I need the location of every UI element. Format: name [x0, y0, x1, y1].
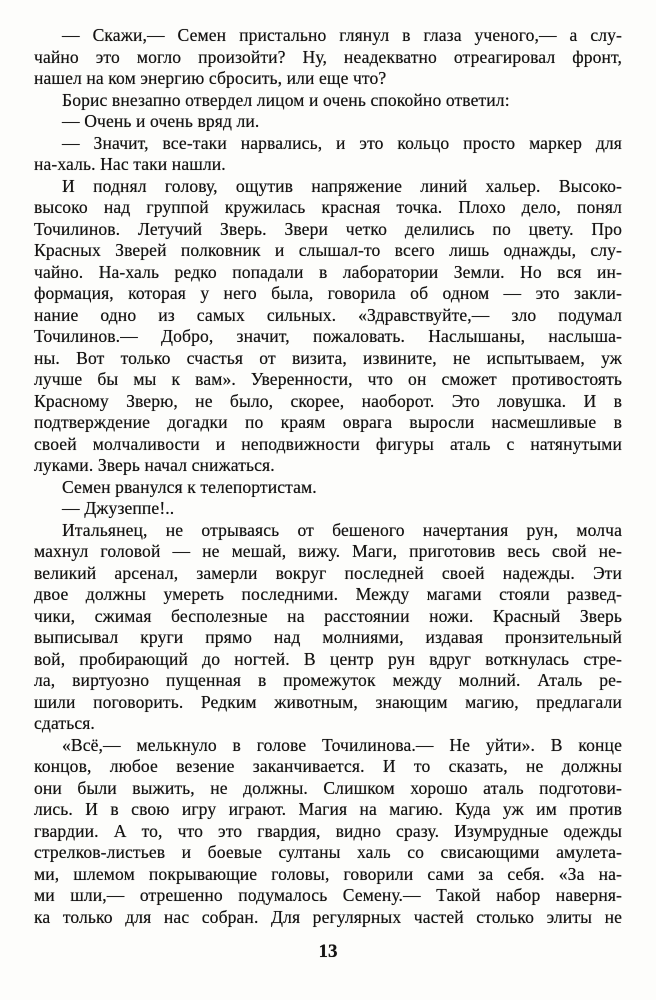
text-line: своей молчаливости и неподвижности фигуры аталь с натянутыми: [34, 433, 622, 454]
text-line: чики, сжимая бесполезные на расстоянии ножи. Красный Зверь: [34, 605, 622, 626]
text-line: Семен рванулся к телепортистам.: [62, 476, 317, 497]
text-line: нание одно из самых сильных. «Здравствуйте,— зло подумал: [34, 304, 622, 325]
text-line: Точилинов. Летучий Зверь. Звери четко делились по цвету. Про: [34, 218, 622, 239]
paragraph: [34, 111, 622, 133]
text-line: ны. Вот только счастья от визита, извините, не испытываем, уж: [34, 347, 622, 368]
text-line: сдаться.: [34, 713, 95, 733]
text-line: Борис внезапно отвердел лицом и очень спокойно ответил:: [62, 89, 510, 110]
paragraph: [34, 498, 622, 520]
text-line: Точилинов.— Добро, значит, пожаловать. Наслышаны, наслыша-: [34, 326, 622, 346]
text-line: — Очень и очень вряд ли.: [62, 111, 260, 131]
text-line: И поднял голову, ощутив напряжение линий хальер. Высоко-: [62, 175, 622, 196]
paragraph: [34, 133, 622, 176]
page-number: 13: [318, 941, 338, 962]
text-line: подтверждение догадки по краям оврага выросли насмешливые в: [34, 412, 622, 432]
text-line: ми шли,— отрешенно подумалось Семену.— Такой набор наверня-: [34, 885, 622, 905]
text-line: стрелков-листьев и боевые султаны халь со свисающими амулета-: [34, 842, 622, 862]
paragraph: [34, 520, 622, 735]
text-line: «Всё,— мелькнуло в голове Точилинова.— Не уйти». В конце: [62, 734, 622, 755]
text-line: Красному Зверю, не было, скорее, наоборот. Это ловушка. И в: [34, 390, 622, 411]
text-line: двое должны умереть последними. Между магами стояли развед-: [34, 584, 622, 604]
text-line: ла, виртуозно пущенная в промежуток между молний. Аталь ре-: [34, 670, 622, 690]
text-line: махнул головой — не мешай, вижу. Маги, приготовив весь свой не-: [34, 541, 622, 561]
paragraph: [34, 90, 622, 112]
text-line: — Скажи,— Семен пристально глянул в глаза ученого,— а слу-: [62, 25, 622, 45]
text-line: — Джузеппе!..: [62, 498, 175, 518]
paragraph: [34, 735, 622, 929]
paragraph: [34, 25, 622, 90]
text-line: вой, пробирающий до ногтей. В центр рун вдруг воткнулась стре-: [34, 648, 622, 669]
text-line: лись. И в свою игру играют. Магия на магию. Куда уж им против: [34, 799, 622, 819]
text-line: лучше бы мы к вам». Уверенности, что он сможет противостоять: [34, 369, 622, 389]
paragraph: [34, 477, 622, 499]
text-line: они были выжить, не должны. Слишком хорошо аталь подготови-: [34, 777, 622, 798]
text-line: Красных Зверей полковник и слышал-то всего лишь однажды, слу-: [34, 240, 622, 260]
text-line: гвардии. А то, что это гвардия, видно сразу. Изумрудные одежды: [34, 820, 622, 841]
text-line: чайно. На-халь редко попадали в лаборатории Земли. Но вся ин-: [34, 261, 622, 282]
text-line: великий арсенал, замерли вокруг последней своей надежды. Эти: [34, 562, 622, 583]
text-block: [34, 25, 622, 928]
text-line: шили поговорить. Редким животным, знающим магию, предлагали: [34, 691, 622, 712]
text-line: Итальянец, не отрываясь от бешеного начертания рун, молча: [62, 519, 622, 540]
text-line: концов, любое везение заканчивается. И то сказать, не должны: [34, 756, 622, 776]
text-line: луками. Зверь начал снижаться.: [34, 455, 275, 475]
text-line: выписывал круги прямо над молниями, издавая пронзительный: [34, 627, 622, 647]
text-line: на-халь. Нас таки нашли.: [34, 154, 226, 174]
text-line: — Значит, все-таки нарвались, и это кольцо просто маркер для: [62, 132, 622, 153]
text-line: нашел на ком энергию сбросить, или еще что?: [34, 68, 387, 88]
text-line: чайно это могло произойти? Ну, неадекватно отреагировал фронт,: [34, 46, 622, 67]
paragraph: [34, 176, 622, 477]
text-line: высоко над группой кружилась красная точка. Плохо дело, понял: [34, 197, 622, 217]
text-line: ми, шлемом покрывающие головы, говорили сами за себя. «За на-: [34, 863, 622, 884]
text-line: формация, которая у него была, говорила об одном — это закли-: [34, 283, 622, 303]
text-line: ка только для нас собран. Для регулярных частей столько элиты не: [34, 906, 622, 927]
